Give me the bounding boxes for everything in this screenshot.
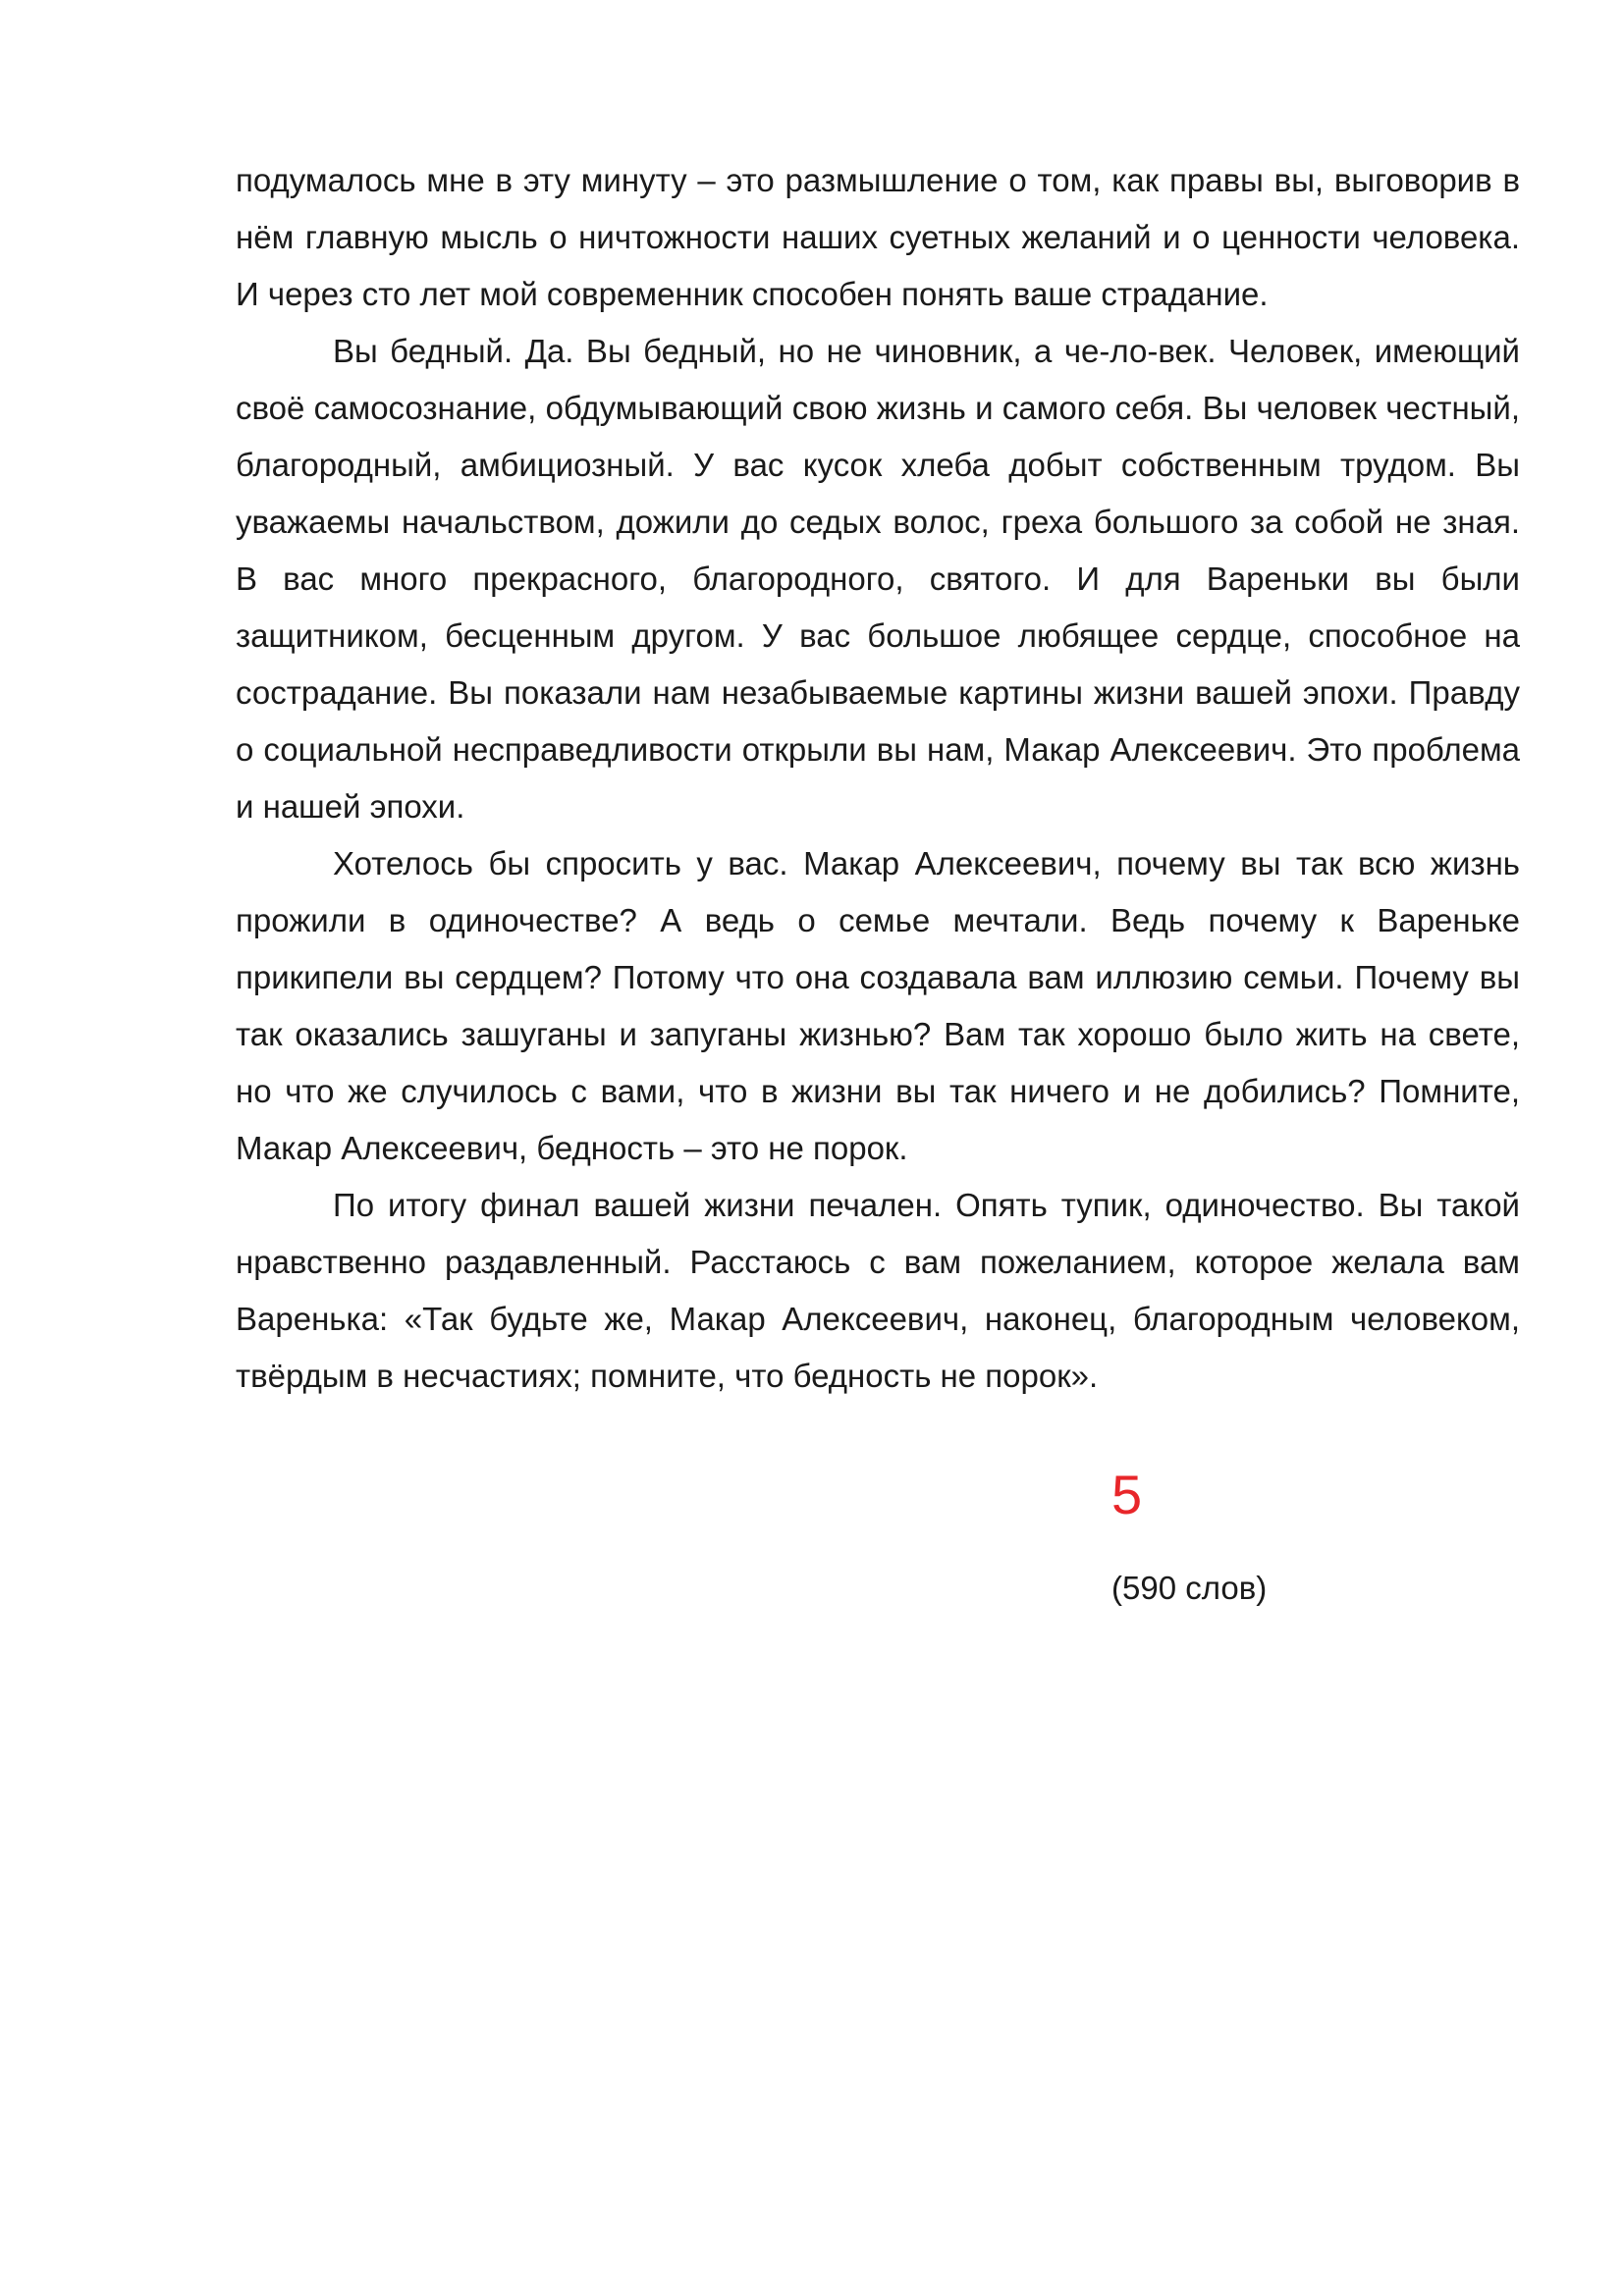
paragraph-poor-man: Вы бедный. Да. Вы бедный, но не чиновник, а че-ло-век. Человек, имеющий своё самосознание, обдумывающий свою жизнь и самого себя. Вы человек честный, благородный, амбициозный. У вас кусок хлеба добыт собственным трудом. Вы уважаемы начальством, дожили до седых волос, греха большого за собой не зная. В вас много прекрасного, благородного, святого. И для Вареньки вы были защитником, бесценным другом. У вас большое любящее сердце, способное на сострадание. Вы показали нам незабываемые картины жизни вашей эпохи. Правду о социальной несправедливости открыли вы нам, Макар Алексеевич. Это проблема и нашей эпохи. — [236, 333, 1520, 825]
paragraph-continuation: подумалось мне в эту минуту – это размышление о том, как правы вы, выговорив в нём главную мысль о ничтожности наших суетных желаний и о ценности человека. И через сто лет мой современник способен понять ваше страдание. — [236, 162, 1520, 312]
paragraph-questions: Хотелось бы спросить у вас. Макар Алексеевич, почему вы так всю жизнь прожили в одиночестве? А ведь о семье мечтали. Ведь почему к Вареньке прикипели вы сердцем? Потому что она создавала вам иллюзию семьи. Почему вы так оказались зашуганы и запуганы жизнью? Вам так хорошо было жить на свете, но что же случилось с вами, что в жизни вы так ничего и не добились? Помните, Макар Алексеевич, бедность – это не порок. — [236, 845, 1520, 1166]
word-count: (590 слов) — [1111, 1570, 1268, 1606]
document-body — [236, 152, 1520, 1405]
paragraph-conclusion: По итогу финал вашей жизни печален. Опять тупик, одиночество. Вы такой нравственно раздавленный. Расстаюсь с вам пожеланием, которое желала вам Варенька: «Так будьте же, Макар Алексеевич, наконец, благородным человеком, твёрдым в несчастиях; помните, что бедность не порок». — [236, 1187, 1520, 1394]
grade-mark: 5 — [1111, 1464, 1143, 1525]
